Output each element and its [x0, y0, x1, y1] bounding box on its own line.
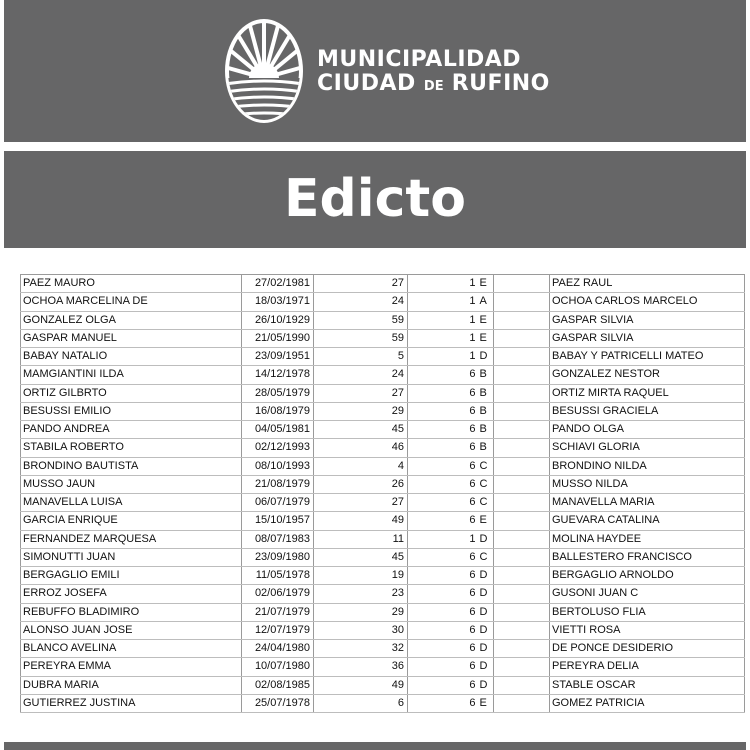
cell-section: 6 [408, 676, 479, 694]
cell-date: 11/05/1978 [242, 567, 314, 585]
cell-spacer [494, 512, 550, 530]
cell-number: 49 [314, 512, 408, 530]
cell-spacer [494, 293, 550, 311]
cell-responsible: STABLE OSCAR [550, 676, 745, 694]
cell-name: BRONDINO BAUTISTA [21, 457, 242, 475]
cell-name: ERROZ JOSEFA [21, 585, 242, 603]
cell-section: 1 [408, 311, 479, 329]
cell-type: D [479, 567, 494, 585]
cell-number: 29 [314, 603, 408, 621]
cell-date: 24/04/1980 [242, 640, 314, 658]
title-band [4, 151, 746, 248]
cell-section: 6 [408, 439, 479, 457]
cell-spacer [494, 548, 550, 566]
brand-line-2 [317, 72, 550, 99]
table-row [21, 421, 745, 439]
cell-type: E [479, 275, 494, 293]
cell-section: 1 [408, 530, 479, 548]
table-row [21, 366, 745, 384]
cell-name: GUTIERREZ JUSTINA [21, 694, 242, 712]
cell-responsible: MUSSO NILDA [550, 475, 745, 493]
cell-date: 21/08/1979 [242, 475, 314, 493]
cell-spacer [494, 439, 550, 457]
cell-spacer [494, 384, 550, 402]
cell-section: 6 [408, 457, 479, 475]
cell-name: ALONSO JUAN JOSE [21, 621, 242, 639]
footer-band [4, 742, 746, 750]
cell-date: 02/06/1979 [242, 585, 314, 603]
cell-number: 5 [314, 348, 408, 366]
cell-date: 16/08/1979 [242, 402, 314, 420]
cell-type: B [479, 421, 494, 439]
table-row [21, 603, 745, 621]
cell-number: 45 [314, 548, 408, 566]
cell-name: FERNANDEZ MARQUESA [21, 530, 242, 548]
cell-section: 6 [408, 494, 479, 512]
cell-date: 25/07/1978 [242, 694, 314, 712]
cell-spacer [494, 475, 550, 493]
cell-name: OCHOA MARCELINA DE [21, 293, 242, 311]
cell-responsible: BALLESTERO FRANCISCO [550, 548, 745, 566]
cell-section: 6 [408, 658, 479, 676]
cell-section: 1 [408, 293, 479, 311]
cell-date: 06/07/1979 [242, 494, 314, 512]
cell-date: 04/05/1981 [242, 421, 314, 439]
table-row [21, 439, 745, 457]
cell-responsible: GOMEZ PATRICIA [550, 694, 745, 712]
table-row [21, 275, 745, 293]
cell-responsible: OCHOA CARLOS MARCELO [550, 293, 745, 311]
cell-spacer [494, 621, 550, 639]
cell-section: 6 [408, 694, 479, 712]
cell-date: 02/12/1993 [242, 439, 314, 457]
cell-section: 6 [408, 512, 479, 530]
table-row [21, 293, 745, 311]
cell-name: MUSSO JAUN [21, 475, 242, 493]
cell-name: PAEZ MAURO [21, 275, 242, 293]
cell-type: D [479, 621, 494, 639]
cell-date: 14/12/1978 [242, 366, 314, 384]
cell-type: D [479, 348, 494, 366]
cell-responsible: BERTOLUSO FLIA [550, 603, 745, 621]
cell-type: D [479, 585, 494, 603]
cell-section: 6 [408, 421, 479, 439]
table-row [21, 640, 745, 658]
cell-name: GASPAR MANUEL [21, 329, 242, 347]
cell-type: B [479, 366, 494, 384]
cell-responsible: BABAY Y PATRICELLI MATEO [550, 348, 745, 366]
cell-date: 26/10/1929 [242, 311, 314, 329]
cell-number: 59 [314, 311, 408, 329]
cell-type: C [479, 457, 494, 475]
cell-responsible: BRONDINO NILDA [550, 457, 745, 475]
table-row [21, 530, 745, 548]
cell-section: 6 [408, 384, 479, 402]
cell-number: 36 [314, 658, 408, 676]
table-row [21, 585, 745, 603]
cell-section: 1 [408, 348, 479, 366]
table-row [21, 548, 745, 566]
table-row [21, 457, 745, 475]
cell-responsible: GUEVARA CATALINA [550, 512, 745, 530]
cell-responsible: GUSONI JUAN C [550, 585, 745, 603]
cell-name: ORTIZ GILBRTO [21, 384, 242, 402]
cell-date: 23/09/1980 [242, 548, 314, 566]
cell-spacer [494, 311, 550, 329]
page-title: Edicto [284, 169, 466, 229]
cell-responsible: MOLINA HAYDEE [550, 530, 745, 548]
table-row [21, 384, 745, 402]
cell-date: 02/08/1985 [242, 676, 314, 694]
cell-date: 21/07/1979 [242, 603, 314, 621]
brand-rufino: RUFINO [443, 71, 550, 96]
cell-number: 27 [314, 384, 408, 402]
cell-name: BERGAGLIO EMILI [21, 567, 242, 585]
cell-number: 59 [314, 329, 408, 347]
cell-spacer [494, 457, 550, 475]
table-row [21, 348, 745, 366]
cell-spacer [494, 676, 550, 694]
edict-table-wrap [20, 274, 745, 713]
cell-responsible: PEREYRA DELIA [550, 658, 745, 676]
cell-type: D [479, 603, 494, 621]
cell-name: GONZALEZ OLGA [21, 311, 242, 329]
edict-table [20, 274, 745, 713]
cell-responsible: ORTIZ MIRTA RAQUEL [550, 384, 745, 402]
cell-number: 27 [314, 494, 408, 512]
cell-section: 1 [408, 329, 479, 347]
table-row [21, 512, 745, 530]
cell-date: 28/05/1979 [242, 384, 314, 402]
cell-spacer [494, 585, 550, 603]
cell-section: 6 [408, 603, 479, 621]
cell-responsible: PANDO OLGA [550, 421, 745, 439]
cell-spacer [494, 658, 550, 676]
cell-number: 4 [314, 457, 408, 475]
cell-section: 6 [408, 475, 479, 493]
cell-responsible: GASPAR SILVIA [550, 311, 745, 329]
cell-number: 32 [314, 640, 408, 658]
cell-type: D [479, 640, 494, 658]
cell-type: E [479, 694, 494, 712]
cell-spacer [494, 421, 550, 439]
cell-date: 08/10/1993 [242, 457, 314, 475]
cell-spacer [494, 603, 550, 621]
cell-number: 11 [314, 530, 408, 548]
cell-responsible: SCHIAVI GLORIA [550, 439, 745, 457]
cell-section: 1 [408, 275, 479, 293]
brand-de: DE [423, 79, 444, 94]
cell-date: 12/07/1979 [242, 621, 314, 639]
brand-ciudad: CIUDAD [317, 71, 424, 96]
cell-number: 45 [314, 421, 408, 439]
cell-number: 24 [314, 293, 408, 311]
cell-type: B [479, 384, 494, 402]
header-band [4, 0, 746, 142]
cell-name: MANAVELLA LUISA [21, 494, 242, 512]
cell-number: 30 [314, 621, 408, 639]
cell-name: REBUFFO BLADIMIRO [21, 603, 242, 621]
cell-responsible: GONZALEZ NESTOR [550, 366, 745, 384]
cell-responsible: PAEZ RAUL [550, 275, 745, 293]
brand-name [317, 48, 550, 99]
cell-type: E [479, 329, 494, 347]
cell-date: 15/10/1957 [242, 512, 314, 530]
cell-number: 27 [314, 275, 408, 293]
cell-spacer [494, 402, 550, 420]
cell-section: 6 [408, 585, 479, 603]
cell-number: 29 [314, 402, 408, 420]
cell-name: BLANCO AVELINA [21, 640, 242, 658]
table-row [21, 694, 745, 712]
cell-type: E [479, 311, 494, 329]
cell-section: 6 [408, 621, 479, 639]
cell-spacer [494, 694, 550, 712]
cell-name: PANDO ANDREA [21, 421, 242, 439]
cell-section: 6 [408, 640, 479, 658]
cell-number: 24 [314, 366, 408, 384]
cell-number: 23 [314, 585, 408, 603]
table-body [21, 275, 745, 713]
cell-number: 49 [314, 676, 408, 694]
cell-responsible: MANAVELLA MARIA [550, 494, 745, 512]
table-row [21, 676, 745, 694]
cell-date: 23/09/1951 [242, 348, 314, 366]
cell-spacer [494, 640, 550, 658]
cell-number: 26 [314, 475, 408, 493]
cell-type: E [479, 512, 494, 530]
table-row [21, 658, 745, 676]
cell-responsible: GASPAR SILVIA [550, 329, 745, 347]
cell-date: 18/03/1971 [242, 293, 314, 311]
cell-responsible: BESUSSI GRACIELA [550, 402, 745, 420]
cell-spacer [494, 348, 550, 366]
cell-number: 46 [314, 439, 408, 457]
cell-name: DUBRA MARIA [21, 676, 242, 694]
cell-responsible: VIETTI ROSA [550, 621, 745, 639]
brand-line-1: MUNICIPALIDAD [317, 47, 522, 72]
table-row [21, 567, 745, 585]
cell-type: B [479, 402, 494, 420]
cell-date: 21/05/1990 [242, 329, 314, 347]
cell-number: 6 [314, 694, 408, 712]
cell-name: MAMGIANTINI ILDA [21, 366, 242, 384]
table-row [21, 311, 745, 329]
cell-name: BABAY NATALIO [21, 348, 242, 366]
cell-responsible: BERGAGLIO ARNOLDO [550, 567, 745, 585]
table-row [21, 402, 745, 420]
cell-type: D [479, 676, 494, 694]
cell-spacer [494, 275, 550, 293]
cell-name: BESUSSI EMILIO [21, 402, 242, 420]
cell-spacer [494, 329, 550, 347]
cell-date: 08/07/1983 [242, 530, 314, 548]
table-row [21, 329, 745, 347]
cell-date: 27/02/1981 [242, 275, 314, 293]
cell-type: B [479, 439, 494, 457]
table-row [21, 494, 745, 512]
cell-section: 6 [408, 548, 479, 566]
cell-section: 6 [408, 366, 479, 384]
cell-date: 10/07/1980 [242, 658, 314, 676]
cell-spacer [494, 494, 550, 512]
cell-type: C [479, 548, 494, 566]
cell-name: STABILA ROBERTO [21, 439, 242, 457]
cell-name: GARCIA ENRIQUE [21, 512, 242, 530]
cell-section: 6 [408, 567, 479, 585]
table-row [21, 475, 745, 493]
cell-spacer [494, 366, 550, 384]
cell-name: SIMONUTTI JUAN [21, 548, 242, 566]
cell-type: D [479, 658, 494, 676]
cell-type: C [479, 494, 494, 512]
cell-spacer [494, 530, 550, 548]
cell-type: C [479, 475, 494, 493]
cell-section: 6 [408, 402, 479, 420]
sun-fields-seal-icon [223, 16, 305, 126]
cell-number: 19 [314, 567, 408, 585]
cell-spacer [494, 567, 550, 585]
cell-name: PEREYRA EMMA [21, 658, 242, 676]
cell-type: A [479, 293, 494, 311]
cell-responsible: DE PONCE DESIDERIO [550, 640, 745, 658]
cell-type: D [479, 530, 494, 548]
table-row [21, 621, 745, 639]
